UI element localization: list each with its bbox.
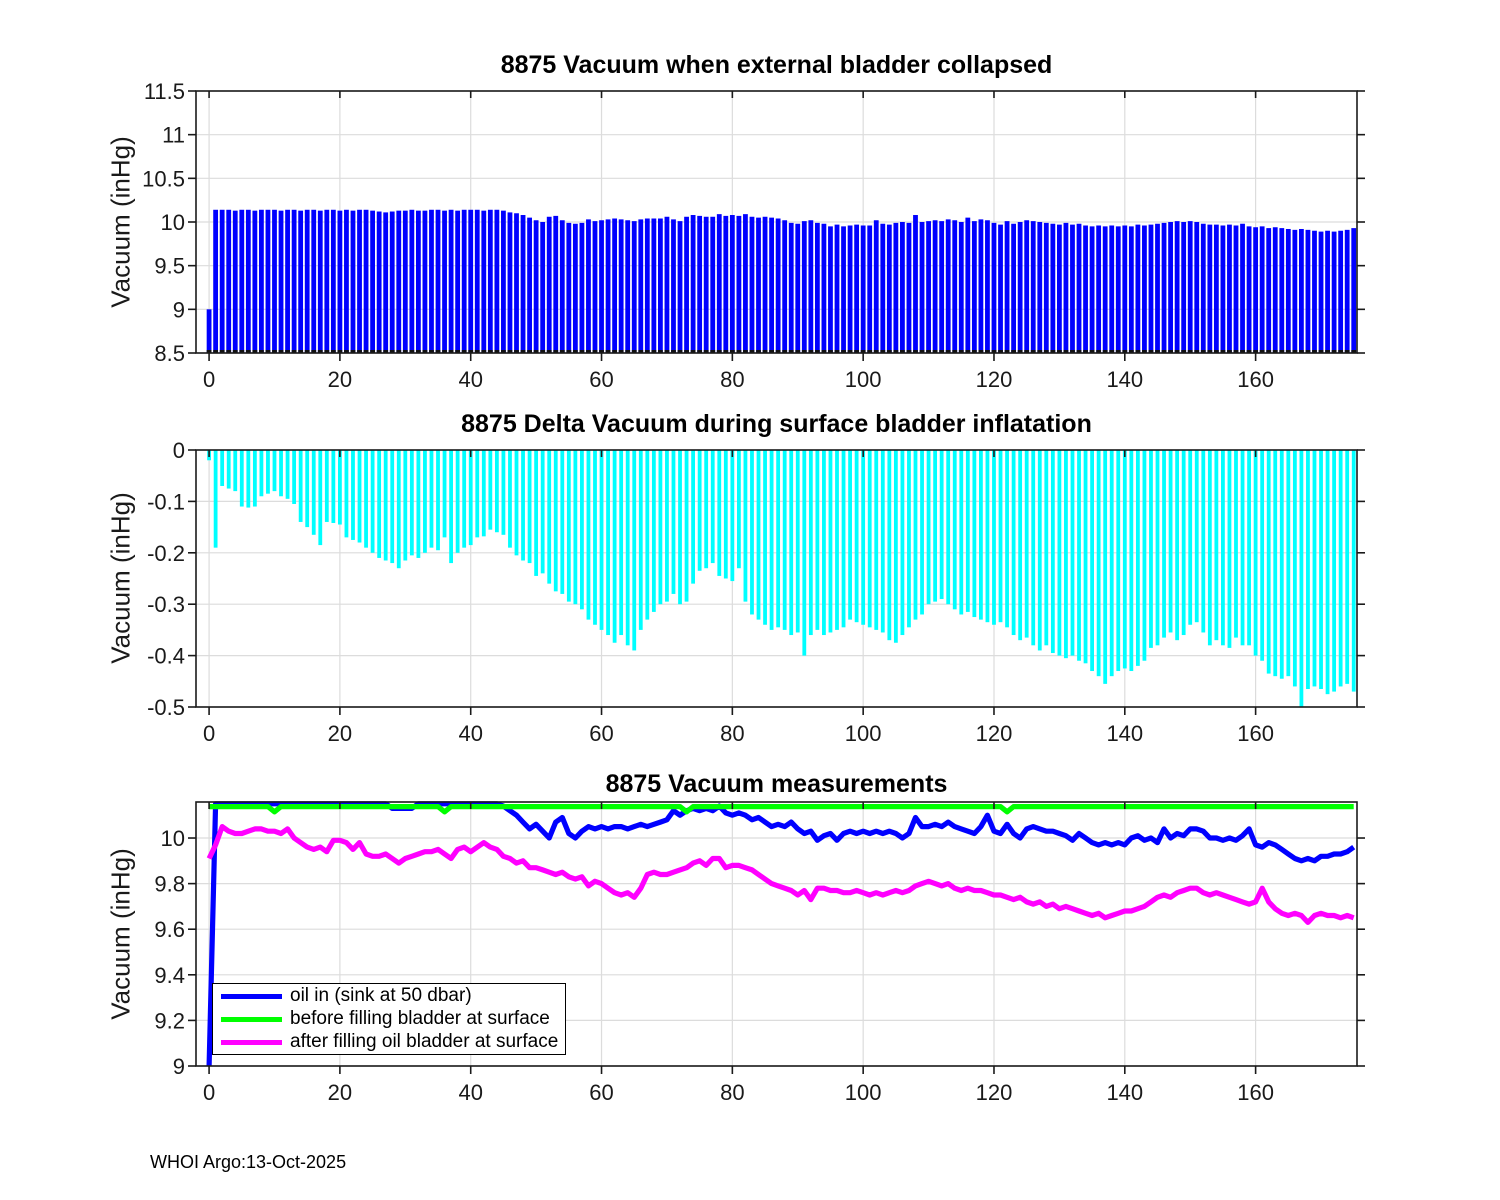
chart2-y-axis-label: Vacuum (inHg): [105, 492, 136, 664]
legend: [212, 983, 566, 1055]
chart3-title: 8875 Vacuum measurements: [605, 770, 948, 798]
footer-note: WHOI Argo:13-Oct-2025: [150, 1152, 347, 1172]
legend-entry-after-filling: [221, 1032, 565, 1053]
x-tick-label: 60: [589, 367, 614, 392]
chart-2: [154, 802, 1365, 1105]
chart1-title: 8875 Vacuum when external bladder collapsed: [500, 51, 1053, 79]
y-tick-label: 9: [172, 297, 185, 323]
y-tick-label: 11: [162, 122, 185, 148]
y-tick-label: 9.6: [154, 917, 185, 943]
y-tick-label: -0.1: [147, 489, 185, 515]
x-tick-label: 0: [202, 721, 216, 746]
x-tick-label: 100: [844, 721, 882, 746]
y-tick-label: 10.5: [142, 166, 185, 192]
x-tick-label: 140: [1106, 721, 1144, 746]
legend-entry-oil-in: [221, 986, 565, 1007]
y-tick-label: 10: [160, 826, 185, 852]
x-tick-label: 100: [844, 367, 882, 392]
y-tick-label: 9.5: [154, 253, 185, 279]
x-tick-label: 40: [458, 367, 483, 392]
y-tick-label: 8.5: [154, 341, 185, 366]
x-tick-label: 20: [327, 367, 353, 392]
chart1-y-axis-label: Vacuum (inHg): [105, 136, 136, 308]
x-tick-label: 80: [720, 1080, 745, 1105]
y-tick-label: 10: [160, 210, 185, 235]
legend-label: before filling bladder at surface: [290, 1008, 550, 1029]
y-tick-label: -0.3: [147, 592, 185, 618]
x-tick-label: 40: [458, 721, 483, 746]
y-tick-label: 9.8: [154, 871, 185, 897]
y-tick-label: 11.5: [143, 79, 185, 104]
y-tick-label: -0.2: [147, 540, 185, 566]
y-tick-label: 9.4: [154, 962, 185, 988]
blue-line-swatch: [221, 994, 282, 999]
green-line-swatch: [221, 1017, 282, 1022]
x-tick-label: 20: [327, 1080, 353, 1105]
legend-entry-before-filling: [221, 1009, 565, 1030]
x-tick-label: 160: [1237, 1080, 1274, 1105]
chart-1: [147, 438, 1365, 746]
x-tick-label: 120: [975, 1080, 1013, 1105]
y-tick-label: 9.2: [154, 1008, 185, 1034]
y-tick-label: -0.4: [147, 643, 185, 669]
chart-0: [142, 79, 1365, 392]
y-tick-label: 0: [172, 438, 185, 463]
x-tick-label: 60: [589, 721, 614, 746]
x-tick-label: 160: [1237, 367, 1274, 392]
x-tick-label: 120: [975, 721, 1013, 746]
x-tick-label: 40: [458, 1080, 483, 1105]
y-tick-label: -0.5: [147, 695, 185, 720]
x-tick-label: 100: [844, 1080, 882, 1105]
x-tick-label: 140: [1106, 367, 1144, 392]
x-tick-label: 160: [1237, 721, 1274, 746]
legend-label: after filling oil bladder at surface: [290, 1031, 559, 1052]
x-tick-label: 20: [327, 721, 353, 746]
chart2-title: 8875 Delta Vacuum during surface bladder inflatation: [461, 410, 1092, 438]
chart3-y-axis-label: Vacuum (inHg): [105, 848, 136, 1020]
x-tick-label: 60: [589, 1080, 614, 1105]
x-tick-label: 0: [202, 1080, 216, 1105]
x-tick-label: 140: [1106, 1080, 1144, 1105]
x-tick-label: 80: [720, 367, 745, 392]
legend-label: oil in (sink at 50 dbar): [290, 985, 472, 1006]
y-tick-label: 9: [172, 1054, 185, 1079]
magenta-line-swatch: [221, 1040, 282, 1045]
x-tick-label: 120: [975, 367, 1013, 392]
x-tick-label: 0: [202, 367, 216, 392]
x-tick-label: 80: [720, 721, 745, 746]
